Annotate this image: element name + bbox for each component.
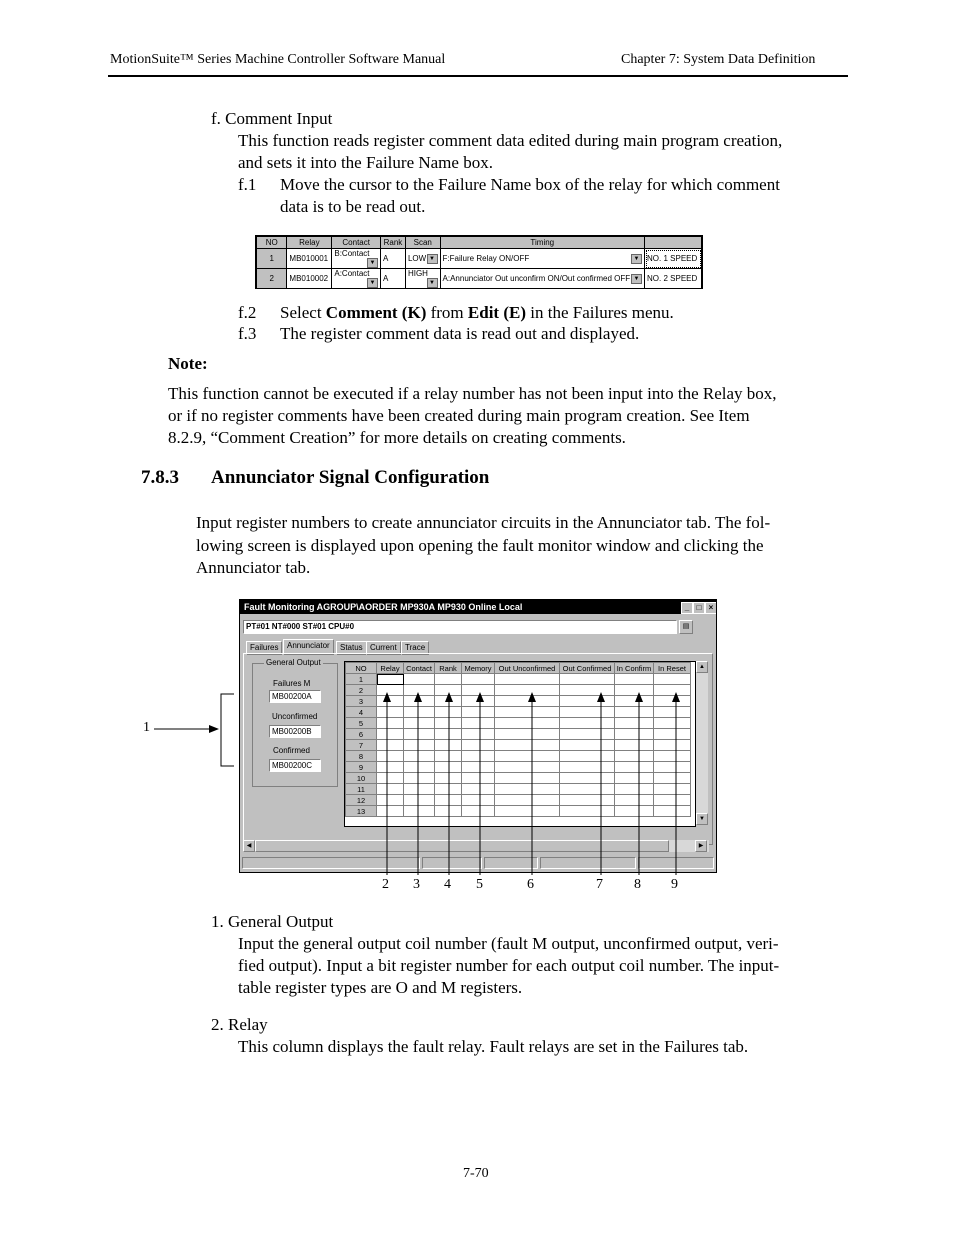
section-f-body-line2: and sets it into the Failure Name box. <box>238 153 493 172</box>
col-no: NO <box>257 237 287 249</box>
confirmed-label: Confirmed <box>273 746 310 755</box>
scroll-right-icon[interactable]: ▶ <box>695 840 707 852</box>
general-output-label: General Output <box>266 658 321 667</box>
failure-name-cell[interactable]: NO. 1 SPEED <box>645 249 702 269</box>
window-title: Fault Monitoring AGROUP\AORDER MP930A MP930 Online Local <box>244 602 523 612</box>
running-header-title: MotionSuite™ Series Machine Controller Software Manual <box>110 52 446 67</box>
dropdown-arrow-icon[interactable]: ▼ <box>427 254 438 264</box>
scroll-down-icon[interactable]: ▼ <box>696 813 708 825</box>
grid-col-relay[interactable]: Relay <box>377 663 404 674</box>
path-field: PT#01 NT#000 ST#01 CPU#0 <box>243 620 677 634</box>
callout-label-7: 7 <box>596 877 603 892</box>
callout-label-5: 5 <box>476 877 483 892</box>
section-f-title: f. Comment Input <box>211 109 333 128</box>
arrowhead-icon <box>635 692 643 702</box>
grid-row-number: 12 <box>346 795 377 806</box>
callout-label-2: 2 <box>382 877 389 892</box>
tab-current[interactable]: Current <box>366 641 401 655</box>
scan-value: HIGH <box>407 269 428 278</box>
callout-label-3: 3 <box>413 877 420 892</box>
menu-comment-k: Comment (K) <box>325 303 427 322</box>
arrowhead-icon <box>445 692 453 702</box>
grid-row-number: 3 <box>346 696 377 707</box>
tab-failures[interactable]: Failures <box>246 641 282 655</box>
grid-row-number: 13 <box>346 806 377 817</box>
arrowhead-icon <box>209 725 219 733</box>
bracket-line <box>221 694 234 766</box>
list-item-1-line1: Input the general output coil number (fault M output, unconfirmed output, veri- <box>238 934 779 953</box>
unconfirmed-label: Unconfirmed <box>272 712 318 721</box>
col-rank: Rank <box>381 237 406 249</box>
confirmed-input[interactable]: MB00200C <box>269 759 321 772</box>
section-intro-line1: Input register numbers to create annunciator circuits in the Annunciator tab. The fol- <box>196 513 771 532</box>
contact-value: A:Contact <box>334 269 370 278</box>
grid-row-number: 5 <box>346 718 377 729</box>
scroll-left-icon[interactable]: ◀ <box>243 840 255 852</box>
callout-label-1: 1 <box>143 720 150 735</box>
dropdown-arrow-icon[interactable]: ▼ <box>367 258 378 268</box>
arrowhead-icon <box>672 692 680 702</box>
relay-cell[interactable]: MB010002 <box>287 269 332 289</box>
rank-cell[interactable]: A <box>381 249 406 269</box>
dropdown-arrow-icon[interactable]: ▼ <box>631 274 642 284</box>
grid-col-in-confirm[interactable]: In Confirm <box>615 663 654 674</box>
step-f2-post: in the Failures menu. <box>526 303 674 322</box>
running-header-chapter: Chapter 7: System Data Definition <box>621 52 816 67</box>
tab-status[interactable]: Status <box>336 641 367 655</box>
grid-col-in-reset[interactable]: In Reset <box>654 663 691 674</box>
section-intro-line2: lowing screen is displayed upon opening the fault monitor window and clicking the <box>196 536 764 555</box>
step-f1-text-line1: Move the cursor to the Failure Name box of the relay for which comment <box>280 175 780 194</box>
tab-annunciator[interactable]: Annunciator <box>283 639 334 655</box>
minimize-icon[interactable]: _ <box>681 602 693 614</box>
step-f2-number: f.2 <box>238 303 257 322</box>
scan-value: LOW <box>407 253 427 263</box>
callout-label-9: 9 <box>671 877 678 892</box>
arrowhead-icon <box>414 692 422 702</box>
grid-col-out-unconfirmed[interactable]: Out Unconfirmed <box>495 663 560 674</box>
note-line3: 8.2.9, “Comment Creation” for more details on creating comments. <box>168 428 626 447</box>
list-item-2-line1: This column displays the fault relay. Fault relays are set in the Failures tab. <box>238 1037 749 1056</box>
row-no: 2 <box>257 269 287 289</box>
section-f-body-line1: This function reads register comment data edited during main program creation, <box>238 131 783 150</box>
grid-row-number: 6 <box>346 729 377 740</box>
scroll-up-icon[interactable]: ▲ <box>696 661 708 673</box>
close-icon[interactable]: × <box>705 602 717 614</box>
timing-value: A:Annunciator Out unconfirm ON/Out confirmed OFF <box>442 273 631 283</box>
step-f3-text: The register comment data is read out and displayed. <box>280 324 640 343</box>
grid-col-no: NO <box>346 663 377 674</box>
grid-col-contact[interactable]: Contact <box>404 663 435 674</box>
grid-row-number: 4 <box>346 707 377 718</box>
dropdown-arrow-icon[interactable]: ▼ <box>631 254 642 264</box>
failures-m-label: Failures M <box>273 679 311 688</box>
dropdown-arrow-icon[interactable]: ▼ <box>367 278 378 288</box>
step-f1-text-line2: data is to be read out. <box>280 197 426 216</box>
arrowhead-icon <box>383 692 391 702</box>
timing-value: F:Failure Relay ON/OFF <box>442 253 530 263</box>
list-item-1-line3: table register types are O and M registers. <box>238 978 523 997</box>
step-f1-number: f.1 <box>238 175 257 194</box>
grid-row-number: 2 <box>346 685 377 696</box>
note-line1: This function cannot be executed if a relay number has not been input into the Relay box, <box>168 384 777 403</box>
list-item-1-title: 1. General Output <box>211 912 334 931</box>
grid-row-number: 10 <box>346 773 377 784</box>
grid-row-number: 1 <box>346 674 377 685</box>
grid-col-rank[interactable]: Rank <box>435 663 462 674</box>
callout-label-4: 4 <box>444 877 451 892</box>
maximize-icon[interactable]: □ <box>693 602 705 614</box>
col-scan: Scan <box>405 237 440 249</box>
tab-trace[interactable]: Trace <box>401 641 429 655</box>
step-f2-pre: Select <box>280 303 326 322</box>
grid-row-number: 11 <box>346 784 377 795</box>
page-number: 7-70 <box>463 1166 489 1181</box>
failures-m-input[interactable]: MB00200A <box>269 690 321 703</box>
grid-row-number: 7 <box>346 740 377 751</box>
step-f3-number: f.3 <box>238 324 257 343</box>
relay-cell[interactable]: MB010001 <box>287 249 332 269</box>
list-item-2-title: 2. Relay <box>211 1015 268 1034</box>
col-contact: Contact <box>332 237 381 249</box>
arrowhead-icon <box>476 692 484 702</box>
note-line2: or if no register comments have been created during main program creation. See Item <box>168 406 750 425</box>
step-f2-mid: from <box>426 303 468 322</box>
unconfirmed-input[interactable]: MB00200B <box>269 725 321 738</box>
arrowhead-icon <box>528 692 536 702</box>
section-title: Annunciator Signal Configuration <box>211 467 490 488</box>
list-item-1-line2: fied output). Input a bit register number for each output coil number. The input- <box>238 956 780 975</box>
print-icon[interactable]: ▤ <box>679 620 693 634</box>
callout-label-8: 8 <box>634 877 641 892</box>
failure-name-cell[interactable]: NO. 2 SPEED <box>645 269 702 289</box>
rank-cell[interactable]: A <box>381 269 406 289</box>
section-number: 7.8.3 <box>141 467 179 488</box>
contact-value: B:Contact <box>334 249 370 258</box>
grid-row-number: 9 <box>346 762 377 773</box>
col-relay: Relay <box>287 237 332 249</box>
row-no: 1 <box>257 249 287 269</box>
callout-label-6: 6 <box>527 877 534 892</box>
dropdown-arrow-icon[interactable]: ▼ <box>427 278 438 288</box>
grid-col-out-confirmed[interactable]: Out Confirmed <box>560 663 615 674</box>
menu-edit-e: Edit (E) <box>467 303 526 322</box>
note-label: Note: <box>168 354 208 373</box>
grid-col-memory[interactable]: Memory <box>462 663 495 674</box>
col-timing: Timing <box>440 237 645 249</box>
grid-row-number: 8 <box>346 751 377 762</box>
arrowhead-icon <box>597 692 605 702</box>
section-intro-line3: Annunciator tab. <box>196 558 311 577</box>
